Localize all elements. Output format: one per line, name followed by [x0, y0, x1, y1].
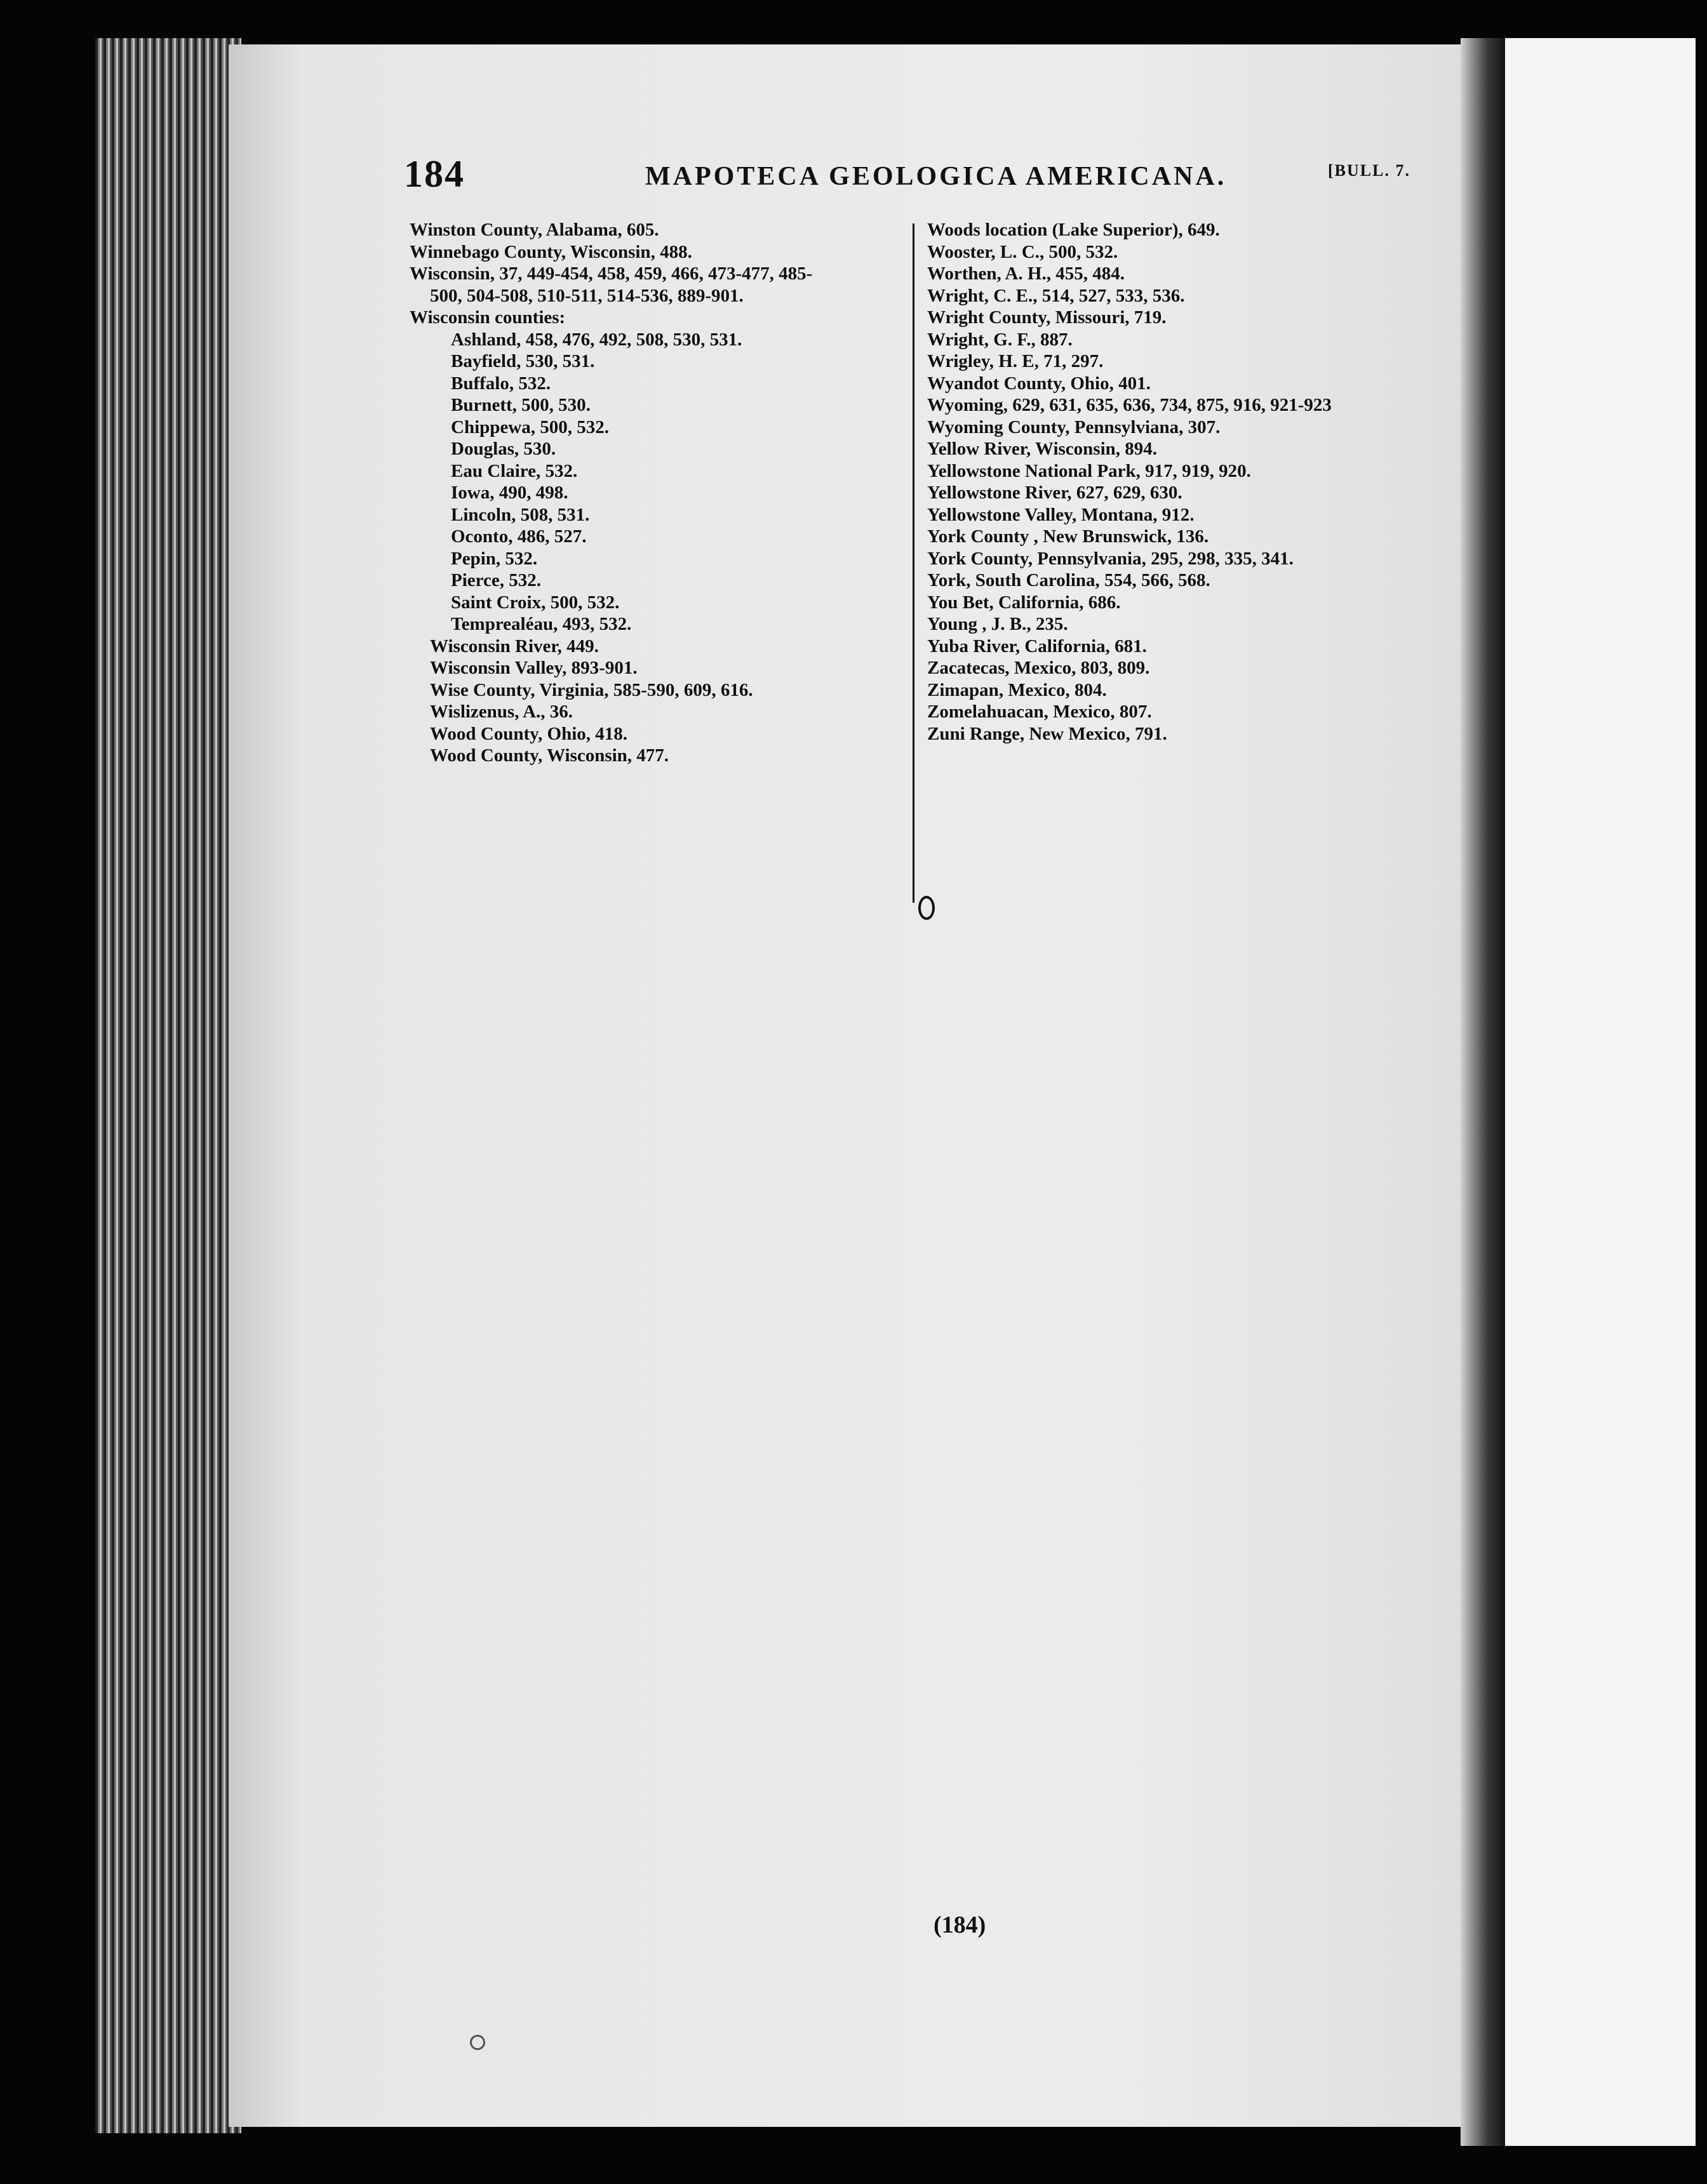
index-entry: Wisconsin River, 449. — [430, 636, 599, 656]
index-entry: Wislizenus, A., 36. — [430, 702, 573, 722]
index-entry: Burnett, 500, 530. — [451, 395, 591, 415]
index-entry: Eau Claire, 532. — [451, 460, 578, 481]
index-entry: Young , J. B., 235. — [927, 614, 1068, 634]
index-entry: Winnebago County, Wisconsin, 488. — [410, 241, 692, 262]
book-gutter — [1461, 38, 1505, 2146]
footer-page-number: (184) — [934, 1912, 986, 1938]
column-divider — [913, 223, 914, 903]
index-entry: Woods location (Lake Superior), 649. — [927, 220, 1220, 240]
index-entry: Yellowstone Valley, Montana, 912. — [927, 504, 1195, 525]
index-entry: You Bet, California, 686. — [927, 592, 1121, 613]
index-entry: Yuba River, California, 681. — [927, 636, 1147, 656]
divider-end-mark — [918, 896, 935, 920]
index-entry: Wright, C. E., 514, 527, 533, 536. — [927, 285, 1185, 306]
index-entry: Buffalo, 532. — [451, 373, 551, 394]
index-entry: Wood County, Wisconsin, 477. — [430, 745, 669, 766]
index-entry: Lincoln, 508, 531. — [451, 504, 590, 525]
index-entry: York County, Pennsylvania, 295, 298, 335, 341. — [927, 548, 1294, 569]
index-entry: Saint Croix, 500, 532. — [451, 592, 620, 613]
index-entry: Wright County, Missouri, 719. — [927, 307, 1167, 328]
index-entry: Zomelahuacan, Mexico, 807. — [927, 702, 1152, 722]
index-entry: Iowa, 490, 498. — [451, 483, 568, 503]
bulletin-label: [BULL. 7. — [1328, 161, 1410, 180]
index-column-right — [927, 219, 1403, 745]
index-entry: Bayfield, 530, 531. — [451, 351, 595, 371]
library-stamp-mark — [470, 2035, 485, 2050]
index-entry: Wood County, Ohio, 418. — [430, 723, 628, 744]
index-entry: Zuni Range, New Mexico, 791. — [927, 723, 1167, 744]
facing-page — [1505, 38, 1696, 2146]
index-entry: Wisconsin, 37, 449-454, 458, 459, 466, 473-477, 485- — [410, 263, 813, 284]
index-entry: Ashland, 458, 476, 492, 508, 530, 531. — [451, 329, 742, 350]
index-entry: Pepin, 532. — [451, 548, 538, 569]
index-column-left — [410, 219, 905, 767]
index-entry: Zimapan, Mexico, 804. — [927, 679, 1107, 700]
index-entry: Oconto, 486, 527. — [451, 526, 587, 547]
index-entry: Wrigley, H. E, 71, 297. — [927, 351, 1104, 371]
index-entry: Worthen, A. H., 455, 484. — [927, 263, 1125, 284]
book-page-edges — [95, 38, 241, 2133]
index-entry: Wyoming County, Pennsylviana, 307. — [927, 416, 1221, 437]
page-header — [404, 152, 1426, 203]
index-entry: Yellowstone River, 627, 629, 630. — [927, 483, 1182, 503]
running-title: MAPOTECA GEOLOGICA AMERICANA. — [645, 162, 1227, 191]
index-entry: Zacatecas, Mexico, 803, 809. — [927, 658, 1150, 678]
index-entry: Yellowstone National Park, 917, 919, 920. — [927, 460, 1251, 481]
index-entry: Wyandot County, Ohio, 401. — [927, 373, 1151, 394]
index-entry: Winston County, Alabama, 605. — [410, 220, 659, 240]
index-entry: Temprealéau, 493, 532. — [451, 614, 632, 634]
index-entry: Wright, G. F., 887. — [927, 329, 1073, 350]
index-entry: Wisconsin Valley, 893-901. — [430, 658, 638, 678]
index-entry: York, South Carolina, 554, 566, 568. — [927, 570, 1210, 590]
index-entry: Wyoming, 629, 631, 635, 636, 734, 875, 916, 921-923 — [927, 395, 1332, 415]
index-entry: Yellow River, Wisconsin, 894. — [927, 439, 1158, 459]
page-number: 184 — [404, 153, 465, 195]
index-entry: Wooster, L. C., 500, 532. — [927, 241, 1118, 262]
index-entry: 500, 504-508, 510-511, 514-536, 889-901. — [430, 285, 744, 306]
index-entry: Douglas, 530. — [451, 439, 556, 459]
index-entry: Wisconsin counties: — [410, 307, 566, 328]
index-entry: Wise County, Virginia, 585-590, 609, 616. — [430, 679, 753, 700]
index-entry: Chippewa, 500, 532. — [451, 416, 609, 437]
index-entry: Pierce, 532. — [451, 570, 541, 590]
index-entry: York County , New Brunswick, 136. — [927, 526, 1209, 547]
